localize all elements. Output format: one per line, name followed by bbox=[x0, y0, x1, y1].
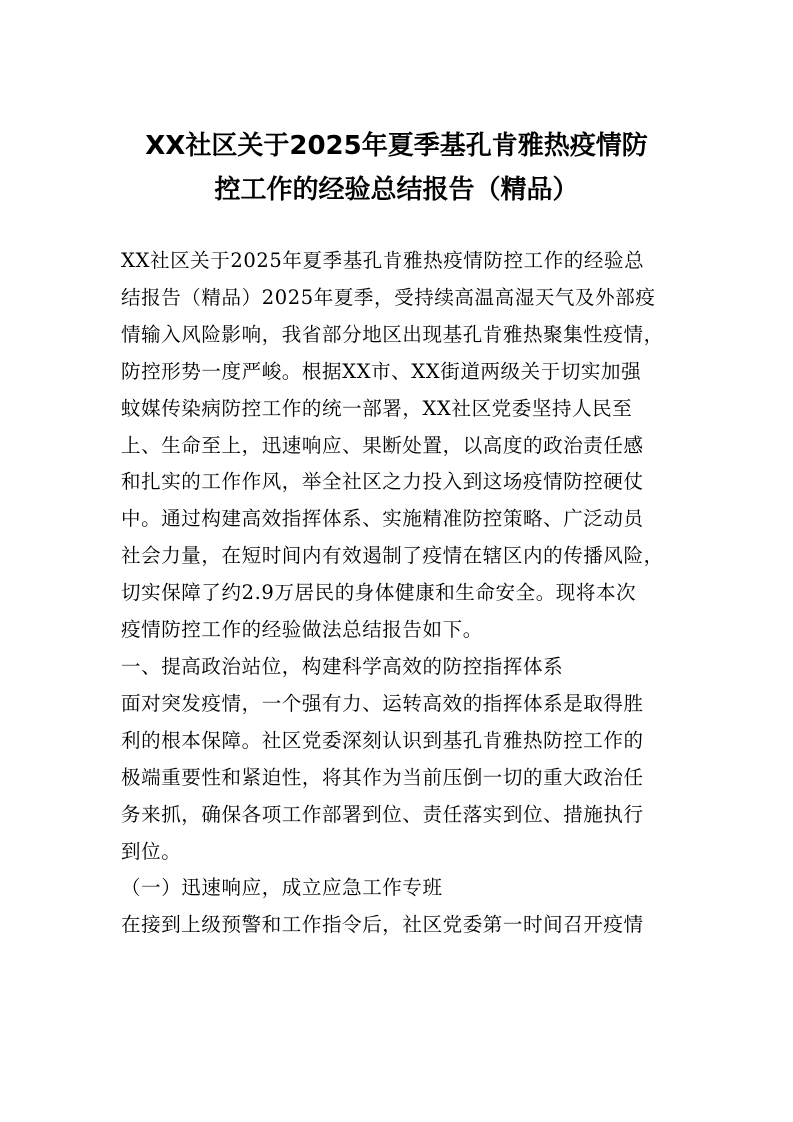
text-line: 利的根本保障。社区党委深刻认识到基孔肯雅热防控工作的 bbox=[121, 728, 644, 752]
section-paragraph bbox=[121, 686, 673, 871]
text-line: 情输入风险影响，我省部分地区出现基孔肯雅热聚集性疫情， bbox=[121, 322, 664, 346]
text-line: 在接到上级预警和工作指令后，社区党委第一时间召开疫情 bbox=[121, 913, 644, 937]
section-heading bbox=[121, 649, 673, 686]
document-title bbox=[100, 124, 693, 212]
heading-line: （一）迅速响应，成立应急工作专班 bbox=[121, 876, 443, 900]
subsection-paragraph bbox=[121, 907, 673, 944]
intro-paragraph bbox=[121, 243, 673, 649]
heading-line: 一、提高政治站位，构建科学高效的防控指挥体系 bbox=[121, 654, 564, 678]
text-line: 务来抓，确保各项工作部署到位、责任落实到位、措施执行 bbox=[121, 802, 644, 826]
text-line: 结报告（精品）2025年夏季，受持续高温高湿天气及外部疫 bbox=[121, 285, 656, 309]
text-line: 面对突发疫情，一个强有力、运转高效的指挥体系是取得胜 bbox=[121, 691, 644, 715]
text-line: 社会力量，在短时间内有效遏制了疫情在辖区内的传播风险， bbox=[121, 544, 664, 568]
text-line: 中。通过构建高效指挥体系、实施精准防控策略、广泛动员 bbox=[121, 507, 644, 531]
text-line: 极端重要性和紧迫性，将其作为当前压倒一切的重大政治任 bbox=[121, 765, 644, 789]
text-line: 切实保障了约2.9万居民的身体健康和生命安全。现将本次 bbox=[121, 581, 637, 605]
text-line: XX社区关于2025年夏季基孔肯雅热疫情防控工作的经验总 bbox=[121, 249, 645, 272]
text-line: 和扎实的工作作风，举全社区之力投入到这场疫情防控硬仗 bbox=[121, 470, 644, 494]
text-line: 蚊媒传染病防控工作的统一部署，XX社区党委坚持人民至 bbox=[121, 396, 633, 420]
text-line: 到位。 bbox=[121, 839, 182, 863]
text-line: 防控形势一度严峻。根据XX市、XX街道两级关于切实加强 bbox=[121, 359, 642, 383]
title-line: 控工作的经验总结报告（精品） bbox=[214, 175, 579, 205]
text-line: 上、生命至上，迅速响应、果断处置，以高度的政治责任感 bbox=[121, 433, 644, 457]
text-line: 疫情防控工作的经验做法总结报告如下。 bbox=[121, 618, 483, 642]
document-body bbox=[121, 243, 673, 944]
subsection-heading bbox=[121, 870, 673, 907]
title-line: XX社区关于2025年夏季基孔肯雅热疫情防 bbox=[145, 131, 648, 161]
